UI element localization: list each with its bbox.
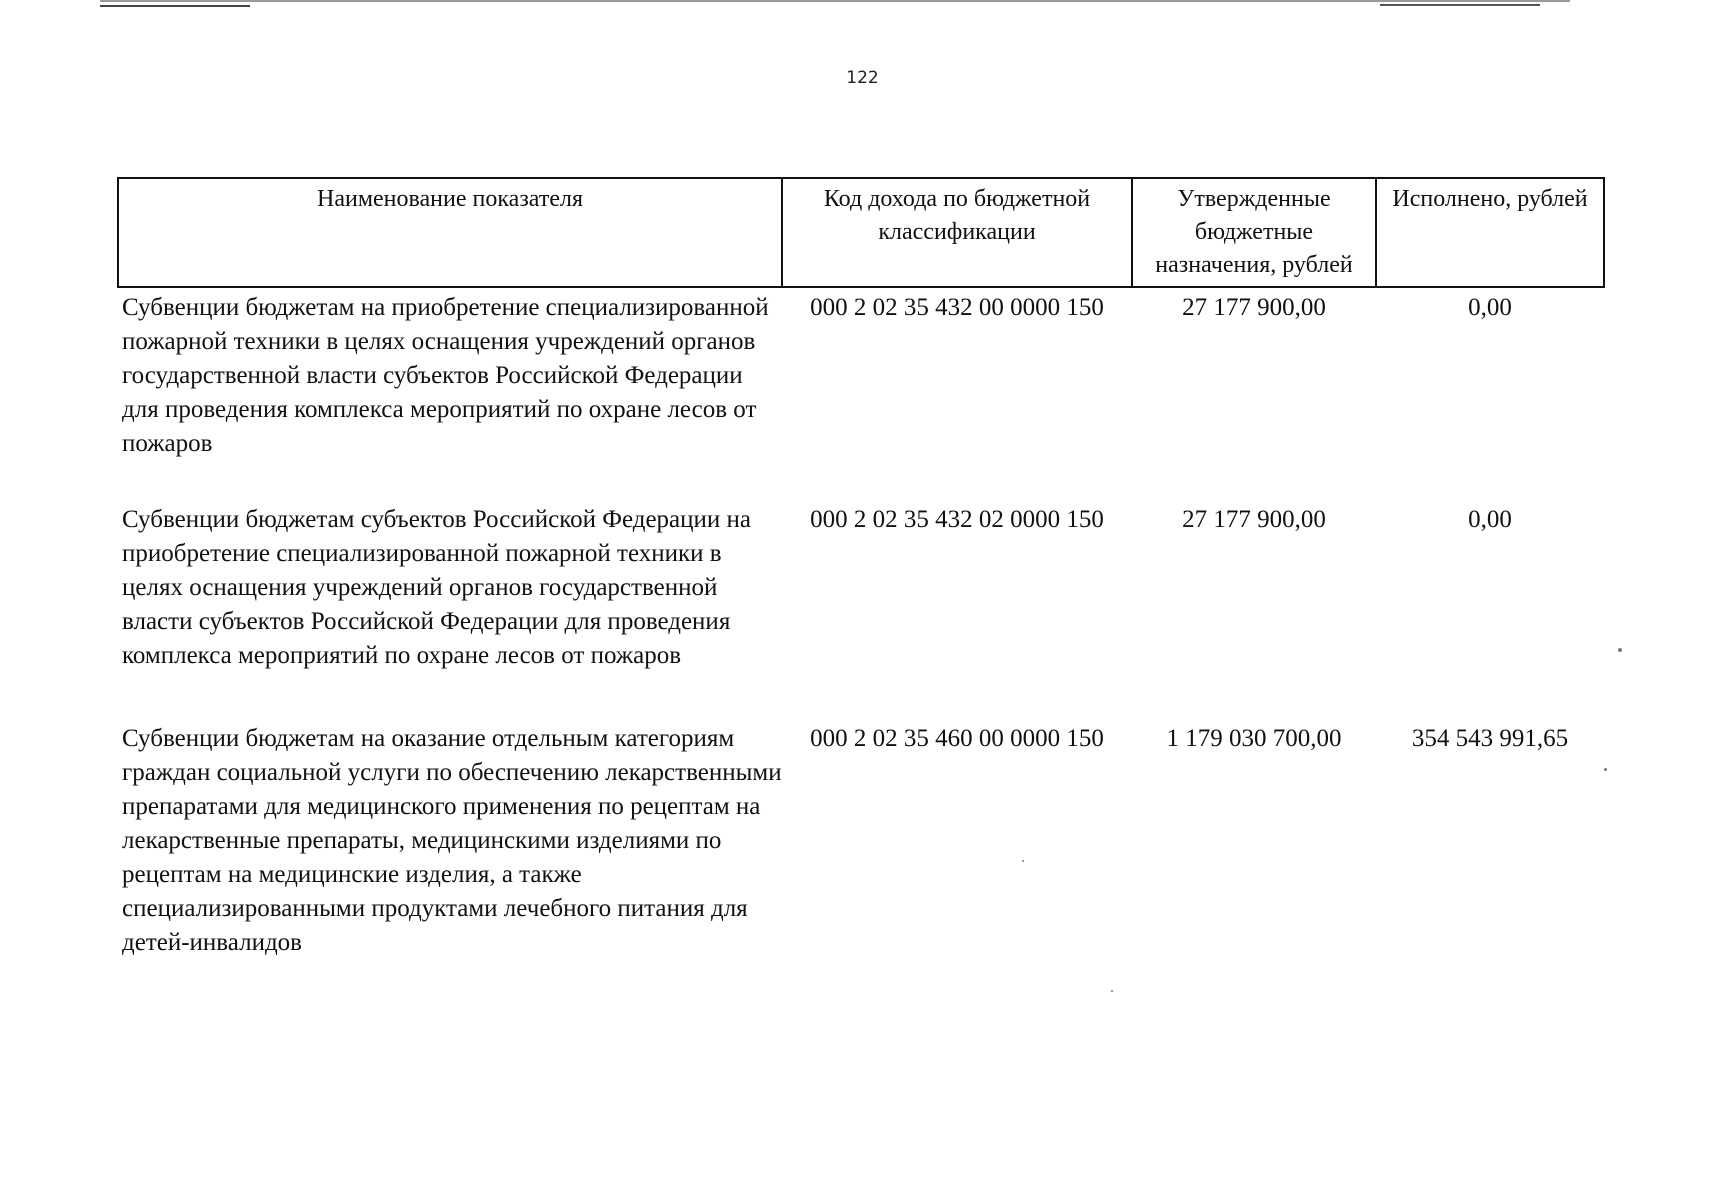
scan-speck: [1022, 860, 1024, 862]
table-row: [118, 712, 1604, 1002]
scan-speck: [1111, 990, 1113, 992]
budget-table: [117, 177, 1605, 1002]
scan-edge-line: [100, 0, 1570, 2]
header-indicator-name: Наименование показателя: [118, 178, 782, 287]
row-indicator-name: Субвенции бюджетам на приобретение специализированной пожарной техники в целях оснащения учреждений органов государственной власти субъектов Российской Федерации для проведения комплекса мероприятий по охране лесов от пожаров: [122, 294, 769, 457]
scan-edge-line: [1380, 4, 1540, 6]
row-revenue-code: 000 2 02 35 460 00 0000 150: [810, 725, 1104, 752]
row-executed-amount: 0,00: [1468, 294, 1512, 321]
row-approved-amount: 1 179 030 700,00: [1166, 725, 1342, 752]
budget-table-container: [117, 177, 1603, 1002]
row-executed-amount: 0,00: [1468, 506, 1512, 533]
header-revenue-code: Код дохода по бюджетной классификации: [782, 178, 1132, 287]
row-indicator-name: Субвенции бюджетам на оказание отдельным категориям граждан социальной услуги по обеспечению лекарственными препаратами для медицинского применения по рецептам на лекарственные препараты, медицинскими изделиями по рецептам на медицинские изделия, а также специализированными продуктами лечебного питания для детей-инвалидов: [122, 725, 782, 956]
scan-speck: [1604, 768, 1607, 771]
row-approved-amount: 27 177 900,00: [1182, 294, 1326, 321]
row-indicator-name: Субвенции бюджетам субъектов Российской Федерации на приобретение специализированной пожарной техники в целях оснащения учреждений органов государственной власти субъектов Российской Федерации для проведения комплекса мероприятий по охране лесов от пожаров: [122, 506, 752, 669]
scan-speck: [1618, 648, 1622, 652]
row-revenue-code: 000 2 02 35 432 02 0000 150: [810, 506, 1104, 533]
row-revenue-code: 000 2 02 35 432 00 0000 150: [810, 294, 1104, 321]
table-row: [118, 500, 1604, 712]
page-number: 122: [846, 68, 879, 88]
row-executed-amount: 354 543 991,65: [1411, 725, 1569, 752]
scan-edge-line: [100, 5, 250, 7]
header-executed-amount: Исполнено, рублей: [1376, 178, 1604, 287]
table-header-row: [118, 178, 1604, 287]
row-approved-amount: 27 177 900,00: [1182, 506, 1326, 533]
header-approved-amount: Утвержденные бюджетные назначения, рублей: [1132, 178, 1376, 287]
table-row: [118, 287, 1604, 500]
